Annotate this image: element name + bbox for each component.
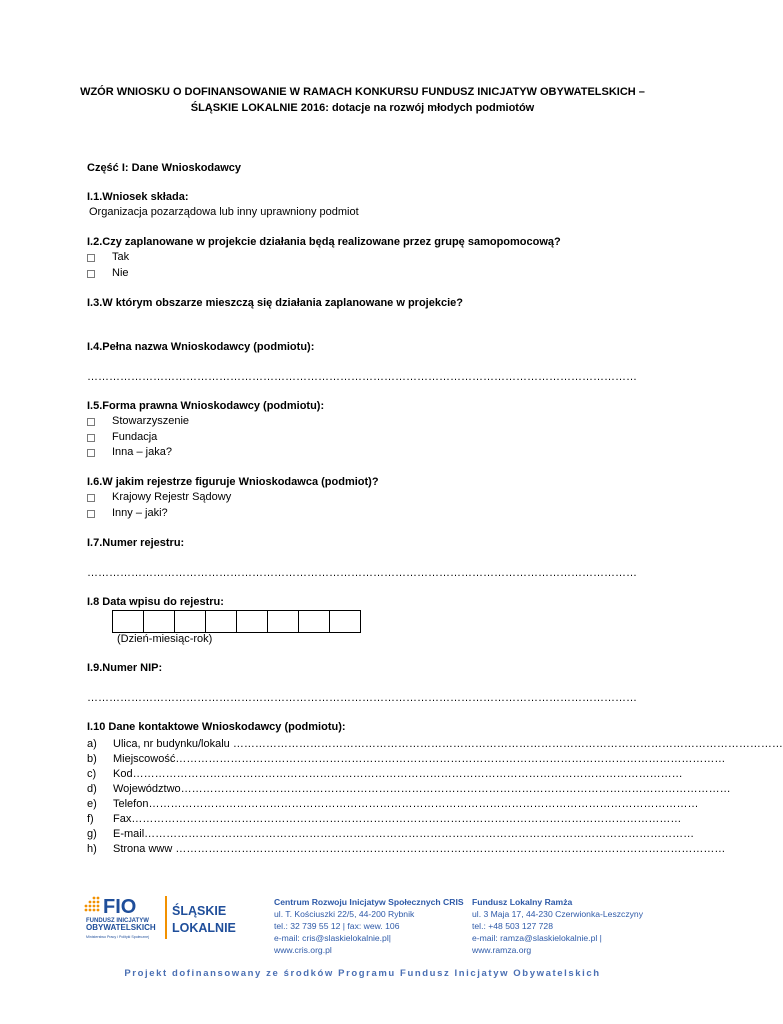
q5-option-3: Inna – jaka? — [112, 446, 172, 458]
q1-label: I.1.Wniosek składa: — [87, 191, 189, 203]
fio-logo-sub3: Ministerstwo Pracy i Polityki Społecznej — [86, 935, 149, 939]
field-letter: f) — [87, 813, 94, 825]
q5-checkbox-1[interactable] — [87, 418, 95, 426]
slaskie-logo-line1: ŚLĄSKIE — [172, 904, 227, 918]
date-box[interactable] — [206, 611, 237, 632]
ramza-website[interactable]: www.ramza.org — [472, 945, 532, 955]
fio-logo-sub1: FUNDUSZ INICJATYW — [86, 918, 149, 924]
field-dots: …………………………………………………………………………………………………………………………………… — [175, 753, 726, 765]
cris-address: ul. T. Kościuszki 22/5, 44-200 Rybnik — [274, 909, 415, 919]
part-heading: Część I: Dane Wnioskodawcy — [87, 162, 242, 174]
fio-logo-sub2: OBYWATELSKICH — [86, 923, 156, 932]
q3-label: I.3.W którym obszarze mieszczą się działania zaplanowane w projekcie? — [87, 297, 463, 309]
date-input-boxes[interactable] — [112, 610, 361, 633]
footer-ramza — [472, 896, 643, 956]
ramza-phone: tel.: +48 503 127 728 — [472, 921, 553, 931]
field-label: Województwo — [113, 783, 181, 795]
q7-input-line[interactable]: …………………………………………………………………………………………………………………………………… — [87, 567, 637, 579]
q10-label: I.10 Dane kontaktowe Wnioskodawcy (podmiotu): — [87, 721, 346, 733]
date-box[interactable] — [330, 611, 360, 632]
q5-option-1: Stowarzyszenie — [112, 415, 190, 427]
fio-logo-text: FIO — [103, 896, 137, 918]
q6-label: I.6.W jakim rejestrze figuruje Wnioskodawca (podmiot)? — [87, 476, 379, 488]
cris-email[interactable]: e-mail: cris@slaskielokalnie.pl| — [274, 933, 391, 943]
field-letter: b) — [87, 753, 97, 765]
date-box[interactable] — [113, 611, 144, 632]
q6-option-2: Inny – jaki? — [112, 507, 168, 519]
q2-option-1: Tak — [112, 251, 130, 263]
q2-checkbox-2[interactable] — [87, 270, 95, 278]
field-label: E-mail — [113, 828, 145, 840]
q4-label: I.4.Pełna nazwa Wnioskodawcy (podmiotu): — [87, 341, 315, 353]
field-label: Fax — [113, 813, 132, 825]
footer-logos — [84, 893, 264, 949]
q9-input-line[interactable]: …………………………………………………………………………………………………………………………………… — [87, 692, 637, 704]
field-dots: …………………………………………………………………………………………………………………………………… — [175, 843, 726, 855]
q4-input-line[interactable]: …………………………………………………………………………………………………………………………………… — [87, 371, 637, 383]
q6-option-1: Krajowy Rejestr Sądowy — [112, 491, 232, 503]
field-label: Ulica, nr budynku/lokalu — [113, 738, 230, 750]
field-label: Kod — [113, 768, 133, 780]
q2-option-2: Nie — [112, 267, 129, 279]
title-line-1: WZÓR WNIOSKU O DOFINANSOWANIE W RAMACH KONKURSU FUNDUSZ INICJATYW OBYWATELSKICH – — [80, 86, 645, 98]
field-label: Strona www — [113, 843, 173, 855]
field-dots: …………………………………………………………………………………………………………………………………… — [131, 813, 682, 825]
q7-label: I.7.Numer rejestru: — [87, 537, 185, 549]
footer-funding-note: Projekt dofinansowany ze środków Programu Fundusz Inicjatyw Obywatelskich — [124, 968, 601, 979]
q1-answer: Organizacja pozarządowa lub inny uprawniony podmiot — [89, 206, 359, 218]
q6-checkbox-1[interactable] — [87, 494, 95, 502]
q5-checkbox-2[interactable] — [87, 434, 95, 442]
q2-label: I.2.Czy zaplanowane w projekcie działania będą realizowane przez grupę samopomocową? — [87, 236, 561, 248]
field-dots: …………………………………………………………………………………………………………………………………… — [132, 768, 683, 780]
q5-label: I.5.Forma prawna Wnioskodawcy (podmiotu): — [87, 400, 325, 412]
ramza-address: ul. 3 Maja 17, 44-230 Czerwionka-Leszczyny — [472, 909, 644, 919]
field-label: Miejscowość — [113, 753, 176, 765]
date-box[interactable] — [299, 611, 330, 632]
q5-option-2: Fundacja — [112, 431, 158, 443]
date-box[interactable] — [144, 611, 175, 632]
date-box[interactable] — [175, 611, 206, 632]
ramza-name: Fundusz Lokalny Ramża — [472, 897, 573, 907]
field-dots: …………………………………………………………………………………………………………………………………… — [144, 828, 695, 840]
cris-website[interactable]: www.cris.org.pl — [274, 945, 332, 955]
field-letter: c) — [87, 768, 97, 780]
footer-cris — [274, 896, 464, 956]
field-letter: h) — [87, 843, 97, 855]
ramza-email[interactable]: e-mail: ramza@slaskielokalnie.pl | — [472, 933, 602, 943]
field-letter: e) — [87, 798, 97, 810]
date-box[interactable] — [237, 611, 268, 632]
field-dots: …………………………………………………………………………………………………………………………………… — [148, 798, 699, 810]
field-dots: …………………………………………………………………………………………………………………………………… — [180, 783, 731, 795]
q6-checkbox-2[interactable] — [87, 510, 95, 518]
q5-checkbox-3[interactable] — [87, 449, 95, 457]
field-label: Telefon — [113, 798, 149, 810]
field-letter: a) — [87, 738, 97, 750]
field-letter: g) — [87, 828, 97, 840]
cris-phone: tel.: 32 739 55 12 | fax: wew. 106 — [274, 921, 400, 931]
q2-checkbox-1[interactable] — [87, 254, 95, 262]
field-letter: d) — [87, 783, 97, 795]
document-title — [60, 84, 665, 116]
q9-label: I.9.Numer NIP: — [87, 662, 163, 674]
fio-logo-icon — [84, 893, 264, 949]
slaskie-logo-line2: LOKALNIE — [172, 921, 236, 935]
date-box[interactable] — [268, 611, 299, 632]
q8-hint: (Dzień-miesiąc-rok) — [117, 633, 213, 645]
q8-label: I.8 Data wpisu do rejestru: — [87, 596, 224, 608]
title-line-2: ŚLĄSKIE LOKALNIE 2016: dotacje na rozwój młodych podmiotów — [190, 102, 535, 114]
field-dots: …………………………………………………………………………………………………………………………………… — [232, 738, 783, 750]
cris-name: Centrum Rozwoju Inicjatyw Społecznych CRIS — [274, 897, 464, 907]
